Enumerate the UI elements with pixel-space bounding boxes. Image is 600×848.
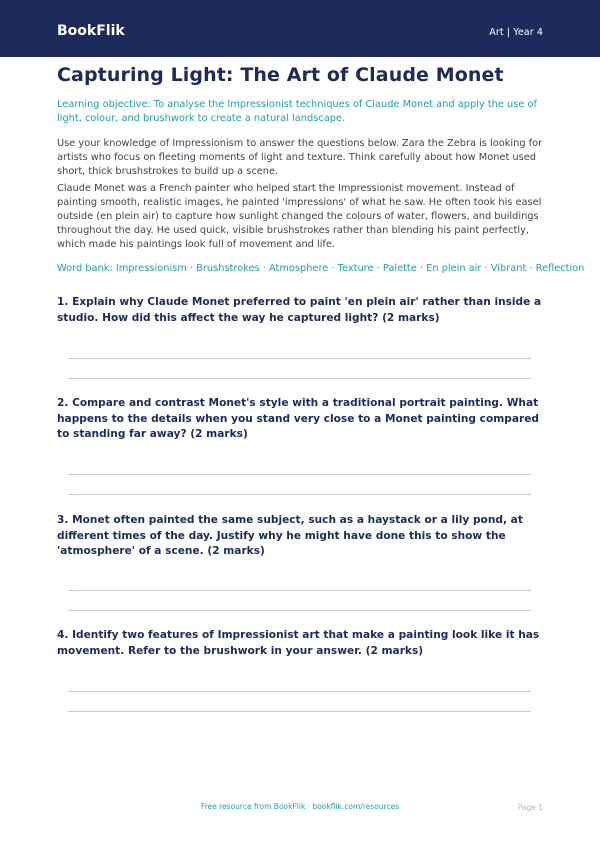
word-separator: ·: [373, 263, 383, 274]
word-bank-item: Brushstrokes: [196, 263, 260, 274]
word-bank-label: Word bank:: [57, 263, 113, 274]
word-bank-item: Palette: [382, 263, 417, 274]
word-separator: ·: [328, 263, 338, 274]
answer-line[interactable]: [68, 711, 531, 712]
page-number: Page 1: [517, 803, 543, 812]
word-bank-item: Vibrant: [490, 263, 527, 274]
answer-line[interactable]: [68, 494, 531, 495]
question-1: 1. Explain why Claude Monet preferred to paint 'en plein air' rather than inside a studio. How did this affect the way he captured light? (2 marks): [57, 296, 542, 324]
page-title: Capturing Light: The Art of Claude Monet: [57, 64, 504, 86]
answer-line[interactable]: [68, 474, 531, 475]
word-bank-item: Atmosphere: [269, 263, 329, 274]
word-separator: ·: [186, 263, 197, 274]
answer-line[interactable]: [68, 358, 531, 359]
header-bar: [0, 0, 600, 57]
learning-objective: Learning objective: To analyse the Impressionist techniques of Claude Monet and apply the use of light, colour, and brushwork to create a natural landscape.: [57, 99, 537, 124]
question-2: 2. Compare and contrast Monet's style with a traditional portrait painting. What happens to the details when you stand very close to a Monet painting compared to standing far away? (2 marks): [57, 397, 539, 440]
word-bank-item: Reflection: [535, 263, 585, 274]
answer-line[interactable]: [68, 378, 531, 379]
word-bank-item: Impressionism: [115, 263, 187, 274]
question-3: 3. Monet often painted the same subject, such as a haystack or a lily pond, at different times of the day. Justify why he might have done this to show the 'atmosphere' of a scene. (2 marks): [57, 514, 523, 557]
word-bank-item: Texture: [337, 263, 374, 274]
footer-text[interactable]: Free resource from BookFlik · bookflik.com/resources: [200, 802, 400, 811]
word-bank: [57, 263, 585, 274]
word-separator: ·: [481, 263, 491, 274]
answer-line[interactable]: [68, 590, 531, 591]
answer-line[interactable]: [68, 610, 531, 611]
brand-logo[interactable]: BookFlik: [57, 23, 125, 39]
word-bank-item: En plein air: [426, 263, 482, 274]
word-bank-list: [116, 263, 585, 274]
word-separator: ·: [416, 263, 427, 274]
word-separator: ·: [526, 263, 536, 274]
word-separator: ·: [259, 263, 269, 274]
intro-paragraph: Use your knowledge of Impressionism to answer the questions below. Zara the Zebra is looking for artists who focus on fleeting moments of light and texture. Think carefully about how Monet used short, thick brushstrokes to build up a scene.: [57, 138, 543, 177]
answer-line[interactable]: [68, 691, 531, 692]
question-4: 4. Identify two features of Impressionist art that make a painting look like it has movement. Refer to the brushwork in your answer. (2 marks): [57, 629, 540, 657]
subject-year-label: Art | Year 4: [489, 27, 543, 38]
monet-paragraph: Claude Monet was a French painter who helped start the Impressionist movement. Instead of painting smooth, realistic images, he painted 'impressions' of what he saw. He often took his easel outside (en plein air) to capture how sunlight changed the colours of water, flowers, and buildings throughout the day. He used quick, visible brushstrokes rather than blending his paint perfectly, which made his paintings look full of movement and life.: [57, 183, 542, 250]
